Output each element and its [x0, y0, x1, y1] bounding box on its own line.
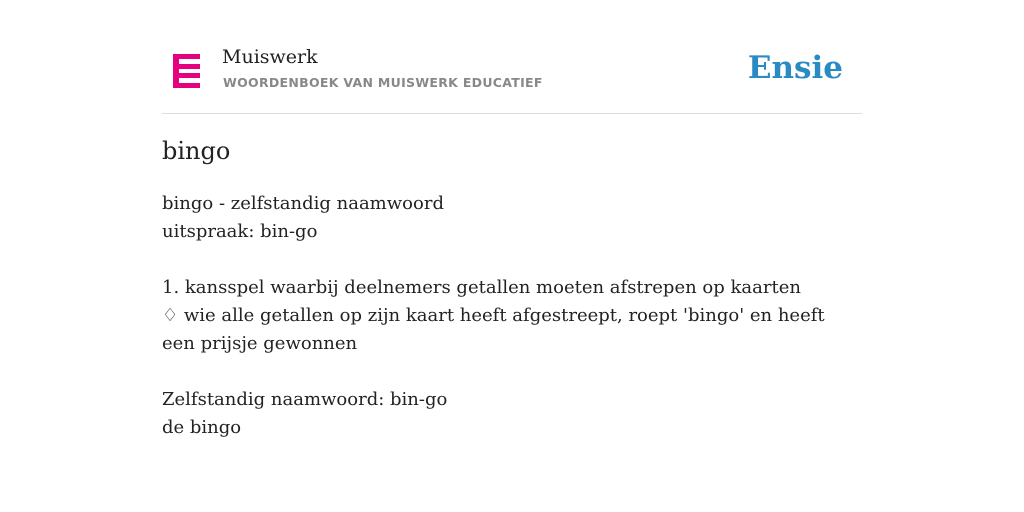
- entry-line-article: de bingo: [162, 417, 242, 438]
- entry-line-definition-type: bingo - zelfstandig naamwoord: [162, 193, 444, 214]
- entry-line-spacer: [162, 246, 852, 274]
- entry-line-example: ♢ wie alle getallen op zijn kaart heeft afgestreept, roept 'bingo' en heeft een prijsje gewonnen: [162, 305, 825, 354]
- site-header: [162, 40, 862, 114]
- page-title: bingo: [162, 137, 231, 165]
- site-name[interactable]: Muiswerk: [222, 46, 318, 68]
- entry-line-syllables: Zelfstandig naamwoord: bin-go: [162, 389, 448, 410]
- entry-line-pronunciation: uitspraak: bin-go: [162, 221, 318, 242]
- logo-spine: [173, 54, 179, 88]
- brand-logo[interactable]: Ensie: [747, 50, 843, 86]
- site-subtitle: WOORDENBOEK VAN MUISWERK EDUCATIEF: [223, 75, 543, 90]
- entry-line-meaning: 1. kansspel waarbij deelnemers getallen moeten afstrepen op kaarten: [162, 277, 801, 298]
- e-logo-icon[interactable]: [173, 54, 200, 88]
- entry-line-spacer: [162, 358, 852, 386]
- entry-body: [162, 190, 852, 442]
